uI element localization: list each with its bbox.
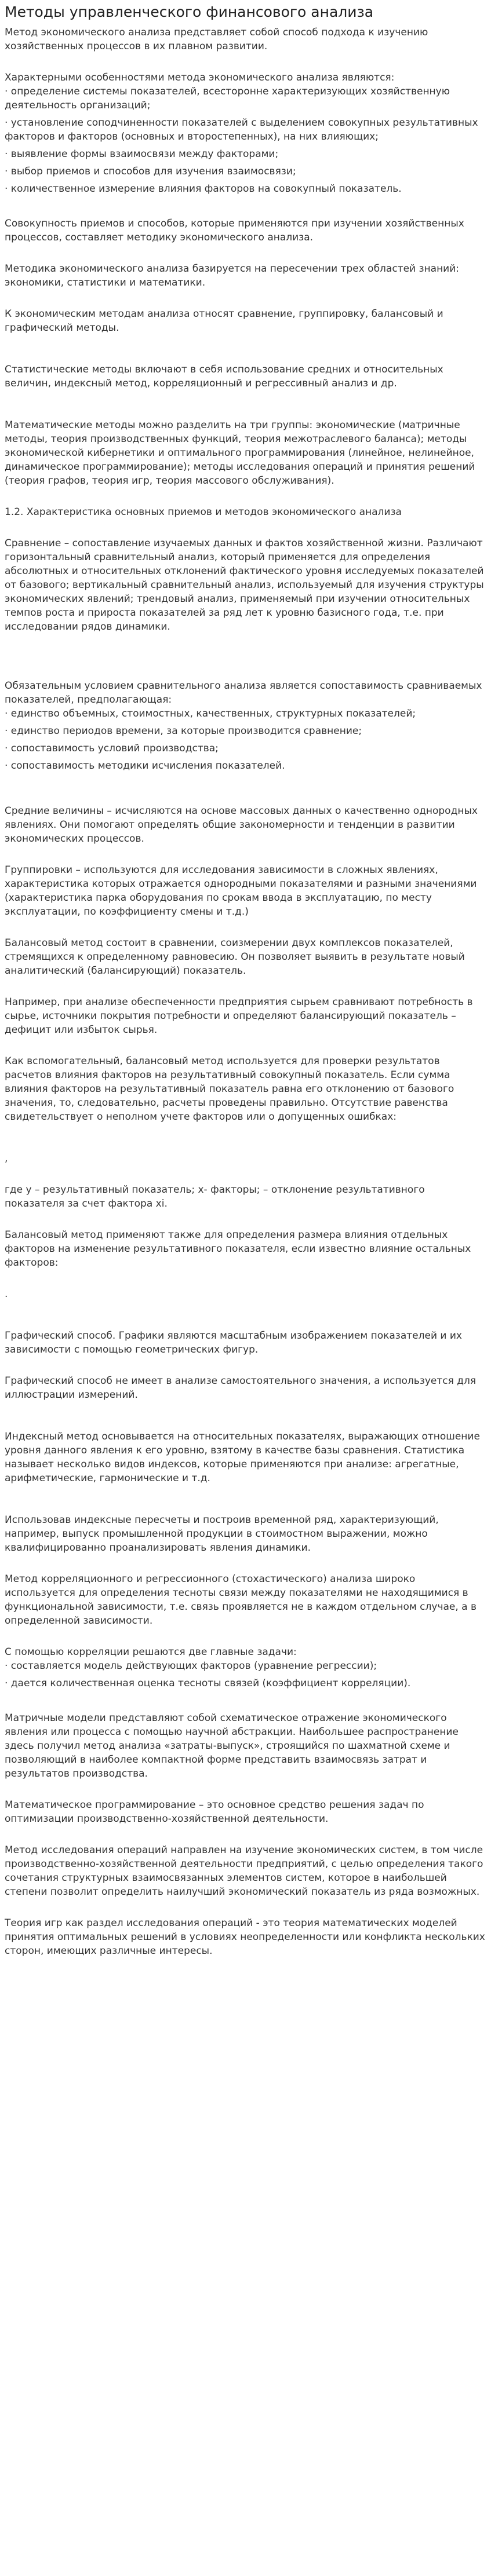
list-item: · определение системы показателей, всесторонне характеризующих хозяйственную деятельность организаций; [5, 86, 450, 111]
paragraph-balance: Балансовый метод состоит в сравнении, соизмерении двух комплексов показателей, стремящихся к определенному равновесию. Он позволяет выявить в результате новый аналитический (балансирующий) показатель. [5, 937, 465, 977]
paragraph-statistical-methods: Статистические методы включают в себя использование средних и относительных величин, индексный метод, корреляционный и регрессивный анализ и др. [5, 364, 443, 389]
list-item: · составляется модель действующих факторов (уравнение регрессии); [5, 1660, 377, 1672]
list-item: · установление соподчиненности показателей с выделением совокупных результативных факторов и факторов (основных и второстепенных), на них влияющих; [5, 117, 478, 142]
correlation-list [5, 1659, 486, 1690]
page-title: Методы управленческого финансового анализа [5, 3, 374, 20]
list-item: · единство периодов времени, за которые производится сравнение; [5, 725, 362, 737]
paragraph-comparison: Сравнение – сопоставление изучаемых данных и фактов хозяйственной жизни. Различают горизонтальный сравнительный анализ, который применяется для определения абсолютных и относительных отклонений фактического уровня исследуемых показателей от базового; вертикальный сравнительный анализ, используемый для изучения структуры экономических явлений; трендовый анализ, применяемый при изучении относительных темпов роста и прироста показателей за ряд лет к уровню базисного года, т.е. при исследовании рядов динамики. [5, 538, 484, 633]
list-item: · сопоставимость условий производства; [5, 743, 219, 754]
paragraph-matrix: Матричные модели представляют собой схематическое отражение экономического явления или процесса с помощью научной абстракции. Наибольшее распространение здесь получил метод анализа «затраты-выпуск», строящийся по шахматной схеме и позволяющий в наиболее компактной форме представить взаимосвязь затрат и результатов производства. [5, 1712, 459, 1780]
features-heading: Характерными особенностями метода экономического анализа являются: [5, 72, 395, 83]
paragraph-economic-methods: К экономическим методам анализа относят сравнение, группировку, балансовый и графический методы. [5, 308, 443, 334]
paragraph-graphic-use: Графический способ не имеет в анализе самостоятельного значения, а используется для иллюстрации измерений. [5, 1375, 477, 1401]
list-item: · выявление формы взаимосвязи между факторами; [5, 148, 279, 160]
list-item: · сопоставимость методики исчисления показателей. [5, 760, 285, 772]
correlation-heading: С помощью корреляции решаются две главные задачи: [5, 1646, 297, 1658]
list-item: · количественное измерение влияния факторов на совокупный показатель. [5, 183, 402, 195]
intro-paragraph: Метод экономического анализа представляет собой способ подхода к изучению хозяйственных процессов в их плавном развитии. [5, 27, 428, 52]
formula-placeholder: , [5, 1153, 8, 1164]
paragraph-methodology-base: Методика экономического анализа базируется на пересечении трех областей знаний: экономики, статистики и математики. [5, 263, 460, 288]
paragraph-methodology-total: Совокупность приемов и способов, которые применяются при изучении хозяйственных процессов, составляет методику экономического анализа. [5, 218, 464, 243]
paragraph-math-methods: Математические методы можно разделить на три группы: экономические (матричные методы, теория производственных функций, теория межотраслевого баланса); методы экономической кибернетики и оптимального программирования (линейное, нелинейное, динамическое программирование); методы исследования операций и принятия решений (теория графов, теория игр, теория массового обслуживания). [5, 419, 475, 487]
paragraph-balance-example: Например, при анализе обеспеченности предприятия сырьем сравнивают потребность в сырье, источники покрытия потребности и определяют балансирующий показатель – дефицит или избыток сырья. [5, 996, 473, 1036]
paragraph-correlation: Метод корреляционного и регрессионного (стохастического) анализа широко используется для определения тесноты связи между показателями не находящимися в функциональной зависимости, т.е. связь проявляется не в каждом отдельном случае, а в определенной зависимости. [5, 1573, 477, 1627]
comparability-heading: Обязательным условием сравнительного анализа является сопоставимость сравниваемых показателей, предполагающая: [5, 680, 482, 706]
list-item: · дается количественная оценка тесноты связей (коэффициент корреляции). [5, 1678, 411, 1689]
paragraph-graphic: Графический способ. Графики являются масштабным изображением показателей и их зависимости с помощью геометрических фигур. [5, 1330, 462, 1355]
features-list [5, 85, 486, 196]
section-heading: 1.2. Характеристика основных приемов и методов экономического анализа [5, 506, 402, 518]
formula-placeholder: . [5, 1288, 8, 1300]
paragraph-index-use: Использовав индексные пересчеты и построив временной ряд, характеризующий, например, выпуск промышленной продукции в стоимостном выражении, можно квалифицированно проанализировать явления динамики. [5, 1514, 439, 1554]
paragraph-math-programming: Математическое программирование – это основное средство решения задач по оптимизации производственно-хозяйственной деятельности. [5, 1799, 424, 1825]
paragraph-groupings: Группировки – используются для исследования зависимости в сложных явлениях, характеристика которых отражается однородными показателями и разными значениями (характеристика парка оборудования по срокам ввода в эксплуатацию, по месту эксплуатации, по коэффициенту смены и т.д.) [5, 864, 477, 918]
comparability-list [5, 707, 486, 773]
paragraph-balance-aux: Как вспомогательный, балансовый метод используется для проверки результатов расчетов влияния факторов на результативный совокупный показатель. Если сумма влияния факторов на результативный показатель равна его отклонению от базового значения, то, следовательно, расчеты проведены правильно. Отсутствие равенства свидетельствует о неполном учете факторов или о допущенных ошибках: [5, 1055, 454, 1123]
paragraph-game-theory: Теория игр как раздел исследования операций - это теория математических моделей принятия оптимальных решений в условиях неопределенности или конфликта нескольких сторон, имеющих различные интересы. [5, 1917, 485, 1957]
paragraph-averages: Средние величины – исчисляются на основе массовых данных о качественно однородных явлениях. Они помогают определять общие закономерности и тенденции в развитии экономических процессов. [5, 805, 478, 845]
list-item: · единство объемных, стоимостных, качественных, структурных показателей; [5, 708, 416, 719]
paragraph-index: Индексный метод основывается на относительных показателях, выражающих отношение уровня данного явления к его уровню, взятому в качестве базы сравнения. Статистика называет несколько видов индексов, которые применяются при анализе: агрегатные, арифметические, гармонические и т.д. [5, 1431, 480, 1484]
paragraph-operations: Метод исследования операций направлен на изучение экономических систем, в том числе производственно-хозяйственной деятельности предприятий, с целью определения такого сочетания структурных взаимосвязанных элементов систем, которое в наибольшей степени позволит определить наилучший экономический показатель из ряда возможных. [5, 1844, 483, 1898]
list-item: · выбор приемов и способов для изучения взаимосвязи; [5, 166, 296, 177]
paragraph-where: где y – результативный показатель; x- факторы; – отклонение результативного показателя за счет фактора xi. [5, 1184, 425, 1210]
paragraph-balance-size: Балансовый метод применяют также для определения размера влияния отдельных факторов на изменение результативного показателя, если известно влияние остальных факторов: [5, 1229, 471, 1269]
